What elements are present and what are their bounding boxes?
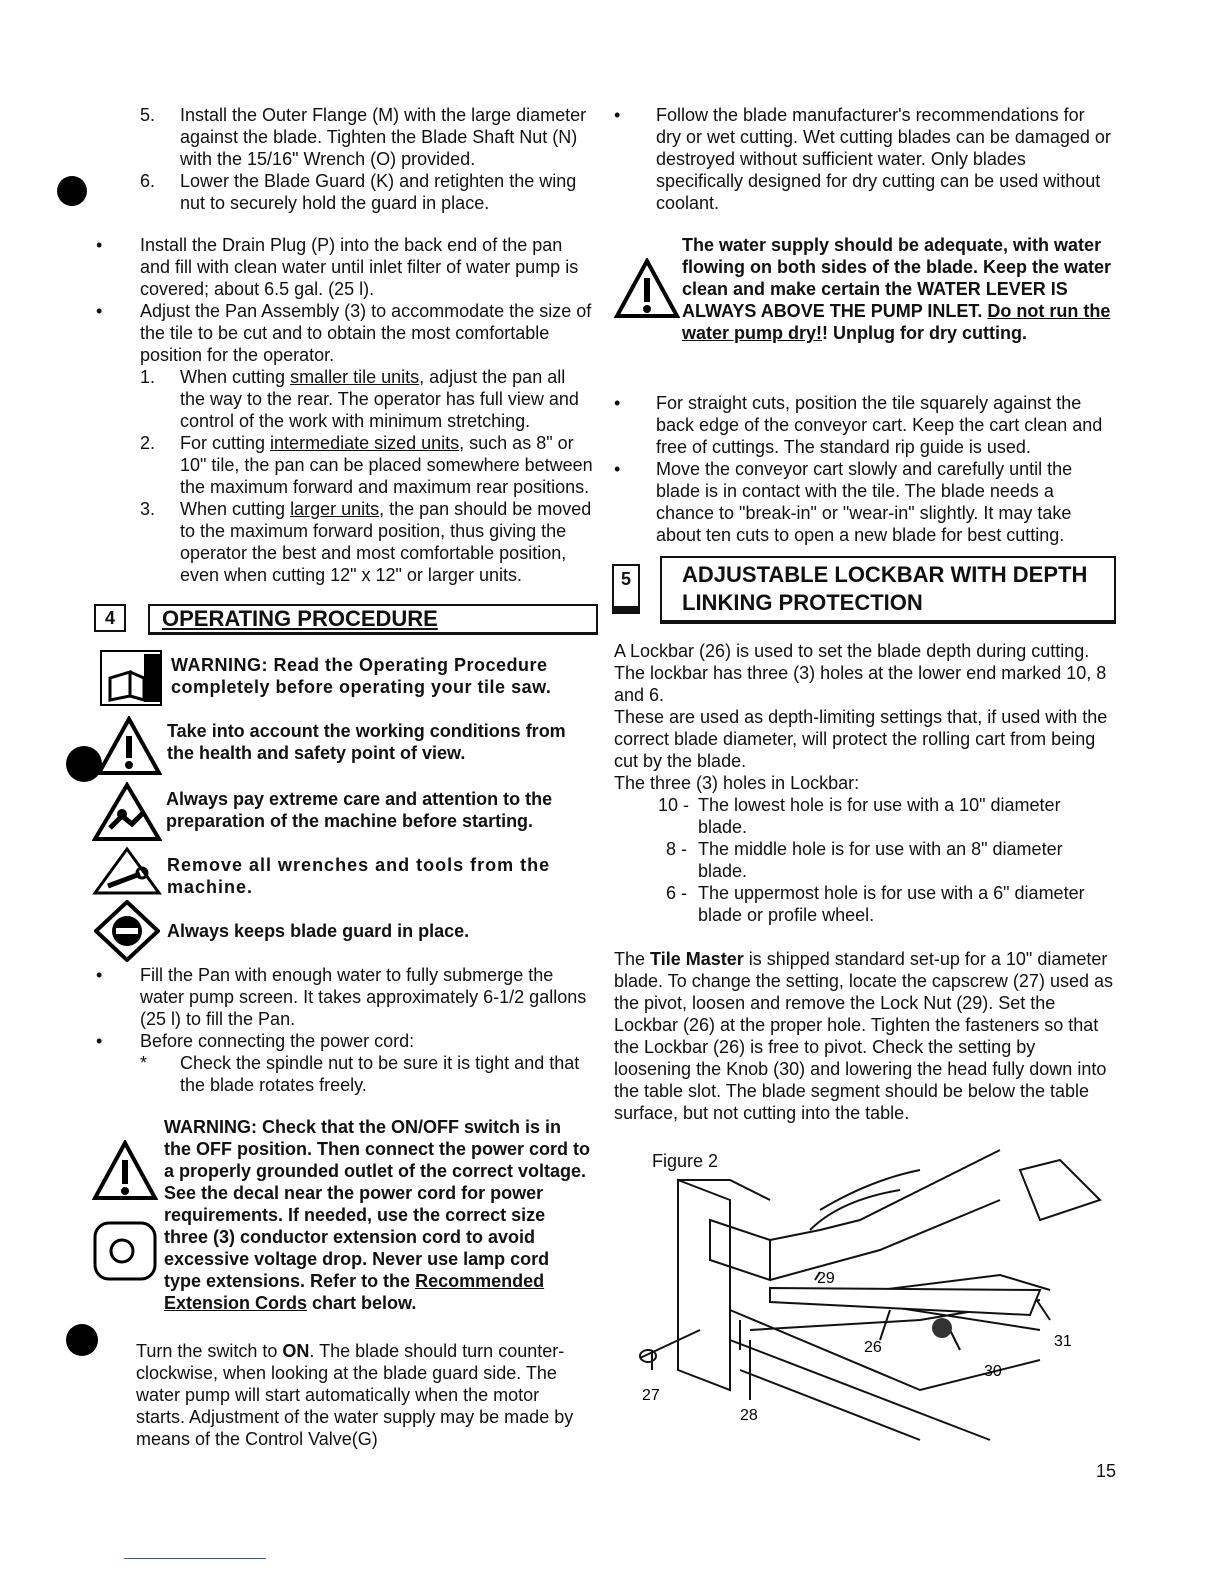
turn-switch-paragraph: Turn the switch to ON. The blade should turn counter-clockwise, when looking at the blade guard side. The water pump will start automatically when the motor starts. Adjustment of the water supply may be made by means of the Control Valve(G) [136,1341,574,1449]
warning-triangle-icon [96,716,162,781]
lockbar-paragraph-3: The three (3) holes in Lockbar: [614,773,860,793]
warning-triangle-icon [614,258,680,325]
section-title-line-1: ADJUSTABLE LOCKBAR WITH DEPTH [682,562,1088,587]
sub-step-1: 1. When cutting smaller tile units, adjust the pan all the way to the rear. The operator has full view and control of the work with minimum stretching. [140,367,579,431]
callout-28: 28 [740,1407,758,1424]
bullet-adjust-pan: • Adjust the Pan Assembly (3) to accommodate the size of the tile to be cut and to obtain the most comfortable position for the operator. [96,300,594,366]
callout-26: 26 [864,1339,882,1356]
section-title-box [660,556,1116,624]
bullet-move-cart: • Move the conveyor cart slowly and carefully until the blade is in contact with the tile. The blade needs a chance to "break-in" or "wear-in" slightly. It may take about ten cuts to open a new blade for best cutting. [614,458,1114,546]
power-off-icon [92,1220,158,1287]
bullet-follow-manufacturer: • Follow the blade manufacturer's recommendations for dry or wet cutting. Wet cutting blades can be damaged or destroyed without sufficient water. Only blades specifically designed for dry cutting can be used without coolant. [614,104,1114,214]
lockbar-diagram [620,1140,1114,1460]
bullet-drain-plug: • Install the Drain Plug (P) into the back end of the pan and fill with clean water until inlet filter of water pump is covered; about 6.5 gal. (25 l). [96,234,594,300]
lockbar-text [614,640,1114,1124]
warning-health-safety: Take into account the working conditions from the health and safety point of view. [167,721,566,763]
right-column [614,104,1114,214]
punch-hole-dot [66,1324,98,1356]
section-number: 4 [94,604,126,632]
tile-master-paragraph: The Tile Master is shipped standard set-up for a 10" diameter blade. To change the setting, locate the capscrew (27) used as the pivot, loosen and remove the Lock Nut (29). Set the Lockbar (26) at the proper hole. Tighten the fasteners so that the Lockbar (26) is free to pivot. Check the setting by loosening the Knob (30) and lowering the head fully down into the table slot. The blade segment should be below the table surface, but not cutting into the table. [614,949,1113,1123]
section-5-heading [612,556,1116,626]
blade-guard-icon [94,900,160,967]
bullet-before-connecting: • Before connecting the power cord: [96,1030,594,1052]
lockbar-paragraph-2: These are used as depth-limiting settings that, if used with the correct blade diameter, will protect the rolling cart from being cut by the blade. [614,707,1108,771]
callout-30: 30 [984,1363,1002,1380]
section-number: 5 [612,564,640,614]
section-title-box [148,604,598,635]
left-column [96,104,594,586]
lockbar-paragraph-1: A Lockbar (26) is used to set the blade depth during cutting. The lockbar has three (3) holes at the lower end marked 10, 8 and 6. [614,641,1107,705]
page-number: 15 [1096,1461,1117,1481]
left-lower-text [96,964,594,1096]
callout-31: 31 [1054,1333,1072,1350]
warning-extreme-care: Always pay extreme care and attention to the preparation of the machine before starting. [166,789,553,831]
step-6: 6. Lower the Blade Guard (K) and retighten the wing nut to securely hold the guard in place. [140,171,577,213]
sub-step-3: 3. When cutting larger units, the pan should be moved to the maximum forward position, thus giving the operator the best and most comfortable position, even when cutting 12" x 12" or larger units. [140,499,592,585]
callout-29: 29 [817,1270,835,1287]
warning-water-supply: The water supply should be adequate, with water flowing on both sides of the blade. Keep the water clean and make certain the WATER LEVER IS ALWAYS ABOVE THE PUMP INLET. Do not run the water pump dry!! Unplug for dry cutting. [682,235,1112,343]
wrench-hazard-icon [92,846,162,901]
step-5: 5. Install the Outer Flange (M) with the large diameter against the blade. Tighten the Blade Shaft Nut (N) with the 15/16" Wrench (O) provided. [140,105,587,169]
callout-27: 27 [642,1387,660,1404]
bullet-fill-pan: • Fill the Pan with enough water to fully submerge the water pump screen. It takes approximately 6-1/2 gallons (25 l) to fill the Pan. [96,964,594,1030]
hole-8: 8 - The middle hole is for use with an 8" diameter blade. [666,839,1063,881]
section-4-heading [94,604,596,632]
bullet-straight-cuts: • For straight cuts, position the tile squarely against the back edge of the conveyor cart. Keep the cart clean and free of cuttings. The standard rip guide is used. [614,392,1114,458]
read-manual-icon [100,650,162,706]
warning-on-off-switch: WARNING: Check that the ON/OFF switch is in the OFF position. Then connect the power cord to a properly grounded outlet of the correct voltage. See the decal near the power cord for power requirements. If needed, use the correct size three (3) conductor extension cord to avoid excessive voltage drop. Never use lamp cord type extensions. Refer to the Recommended Extension Cords chart below. [164,1117,590,1313]
warning-triangle-icon [92,1140,158,1207]
figure-2 [620,1140,1114,1460]
right-bullets [614,392,1114,546]
warning-blade-guard: Always keeps blade guard in place. [167,921,470,941]
hole-6: 6 - The uppermost hole is for use with a 6" diameter blade or profile wheel. [666,883,1085,925]
section-title: OPERATING PROCEDURE [162,606,438,631]
section-title-line-2: LINKING PROTECTION [682,590,923,615]
sub-step-2: 2. For cutting intermediate sized units, such as 8" or 10" tile, the pan can be placed somewhere between the maximum forward and maximum rear positions. [140,433,593,497]
punch-hole-dot [57,176,87,206]
footer-rule [124,1558,266,1559]
warning-read-procedure: WARNING: Read the Operating Procedure completely before operating your tile saw. [171,655,552,697]
warning-remove-wrenches: Remove all wrenches and tools from the machine. [167,855,551,897]
figure-label: Figure 2 [652,1151,719,1171]
hole-10: 10 - The lowest hole is for use with a 10" diameter blade. [658,795,1061,837]
check-spindle: * Check the spindle nut to be sure it is tight and that the blade rotates freely. [140,1053,580,1095]
machine-hazard-icon [92,782,162,847]
